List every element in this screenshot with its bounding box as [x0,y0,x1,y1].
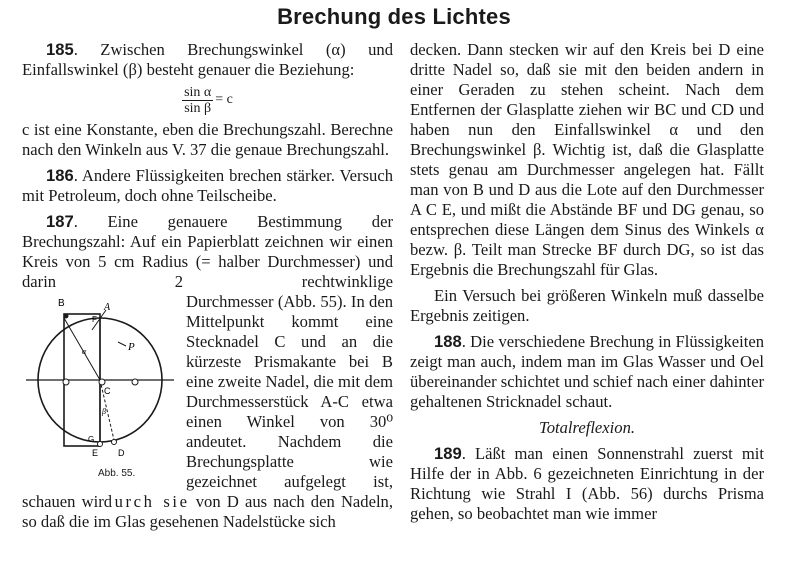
label-d: D [118,448,125,458]
label-f: F [92,315,97,324]
refraction-diagram [22,294,182,464]
fraction-denominator: sin β [184,100,212,116]
paragraph-text: . Andere Flüssigkeiten brechen stärker. Versuch mit Petroleum, doch ohne Teilscheibe. [22,166,393,205]
paragraph-larger-angles: Ein Versuch bei größeren Winkeln muß dasselbe Ergebnis zeitigen. [410,286,764,325]
paragraph-number: 185 [46,40,74,59]
pin-e [98,442,103,447]
fraction [182,85,213,116]
paragraph-186 [22,166,393,206]
pin-b [64,314,69,319]
pin-right [132,379,138,385]
left-column [22,40,393,532]
paragraph-text-rest: messer (Abb. 55). In den Mittelpunkt kommt eine Stecknadel C und an die kürzeste Prismakante bei B eine zweite Nadel, die mit dem Durchmesserstück A-C etwa einen Winkel von 30⁰ andeutet. Nachdem die Brechungsplatte wie gezeichnet aufgelegt ist, schauen wir [22,292,393,511]
paragraph-text-start: . Eine genauere Bestimmung der Brechungszahl: Auf ein Papierblatt zeichnen wir einen Kreis von 5 cm Radius (= halber Durchmesser) und darin 2 rechtwinklige Durch [22,212,393,311]
figure-55 [22,292,182,479]
page-title: Brechung des Lichtes [277,4,511,29]
paragraph-text: . Die verschiedene Brechung in Flüssigkeiten zeigt man auch, indem man im Glas Wasser und Oel übereinander schichtet und schief nach einer dahinter gehaltenen Stricknadel schaut. [410,332,764,411]
paragraph-188 [410,332,764,412]
paragraph-185 [22,40,393,80]
pointer-line [118,342,126,346]
paragraph-continuation: decken. Dann stecken wir auf den Kreis bei D eine dritte Nadel so, daß sie mit den beiden andern in einer Geraden zu stehen scheint. Nach dem Entfernen der Glasplatte ziehen wir BC und CD und haben nun den Einfallswinkel α und den Brechungswinkel β. Wichtig ist, daß die Glasplatte stets genau am Durchmesser angelegen hat. Fällt man von B und D aus die Lote auf den Durchmesser A C E, und mißt die Abstände BF und DG genau, so entsprechen diese Längen dem Sinus des Winkels α bezw. β. Teilt man Strecke BF durch DG, so ist das Ergebnis die Brechungszahl für Glas. [410,40,764,279]
paragraph-tail: von D aus nach den Nadeln, so daß die im Glas gesehenen Nadelstücke sich [22,492,394,531]
formula-rhs: = c [215,92,233,107]
label-alpha: α [82,347,87,356]
paragraph-text: . Läßt man einen Sonnenstrahl zuerst mit Hilfe der in Abb. 6 gezeichneten Einrichtung in der Richtung wie Strahl I (Abb. 56) durchs Prisma gehen, so beobachtet man wie immer [410,444,764,523]
label-beta: β [102,407,106,416]
fraction-numerator: sin α [184,84,212,100]
paragraph-text: . Zwischen Brechungswinkel (α) und Einfallswinkel (β) besteht genauer die Beziehung: [22,40,393,79]
label-c: C [104,386,111,396]
paragraph-189 [410,444,764,524]
paragraph-187 [22,212,393,532]
label-e: E [92,448,99,458]
label-a: A [104,302,111,313]
formula [22,80,393,120]
paragraph-185-after: c ist eine Konstante, eben die Brechungszahl. Berechne nach den Winkeln aus V. 37 die genaue Brechungszahl. [22,120,393,159]
spaced-emphasis: durch sie [103,492,190,511]
label-p: P [128,341,135,353]
right-column [410,40,764,524]
paragraph-number: 188 [434,332,462,351]
label-g: G [88,435,95,444]
label-b: B [58,298,65,309]
pin-d [112,440,117,445]
pin-left [63,379,69,385]
section-title: Totalreflexion. [538,418,636,437]
pin-c [99,379,105,385]
paragraph-number: 187 [46,212,74,231]
paragraph-number: 186 [46,166,74,185]
figure-caption: Abb. 55. [98,468,136,479]
paragraph-number: 189 [434,444,462,463]
